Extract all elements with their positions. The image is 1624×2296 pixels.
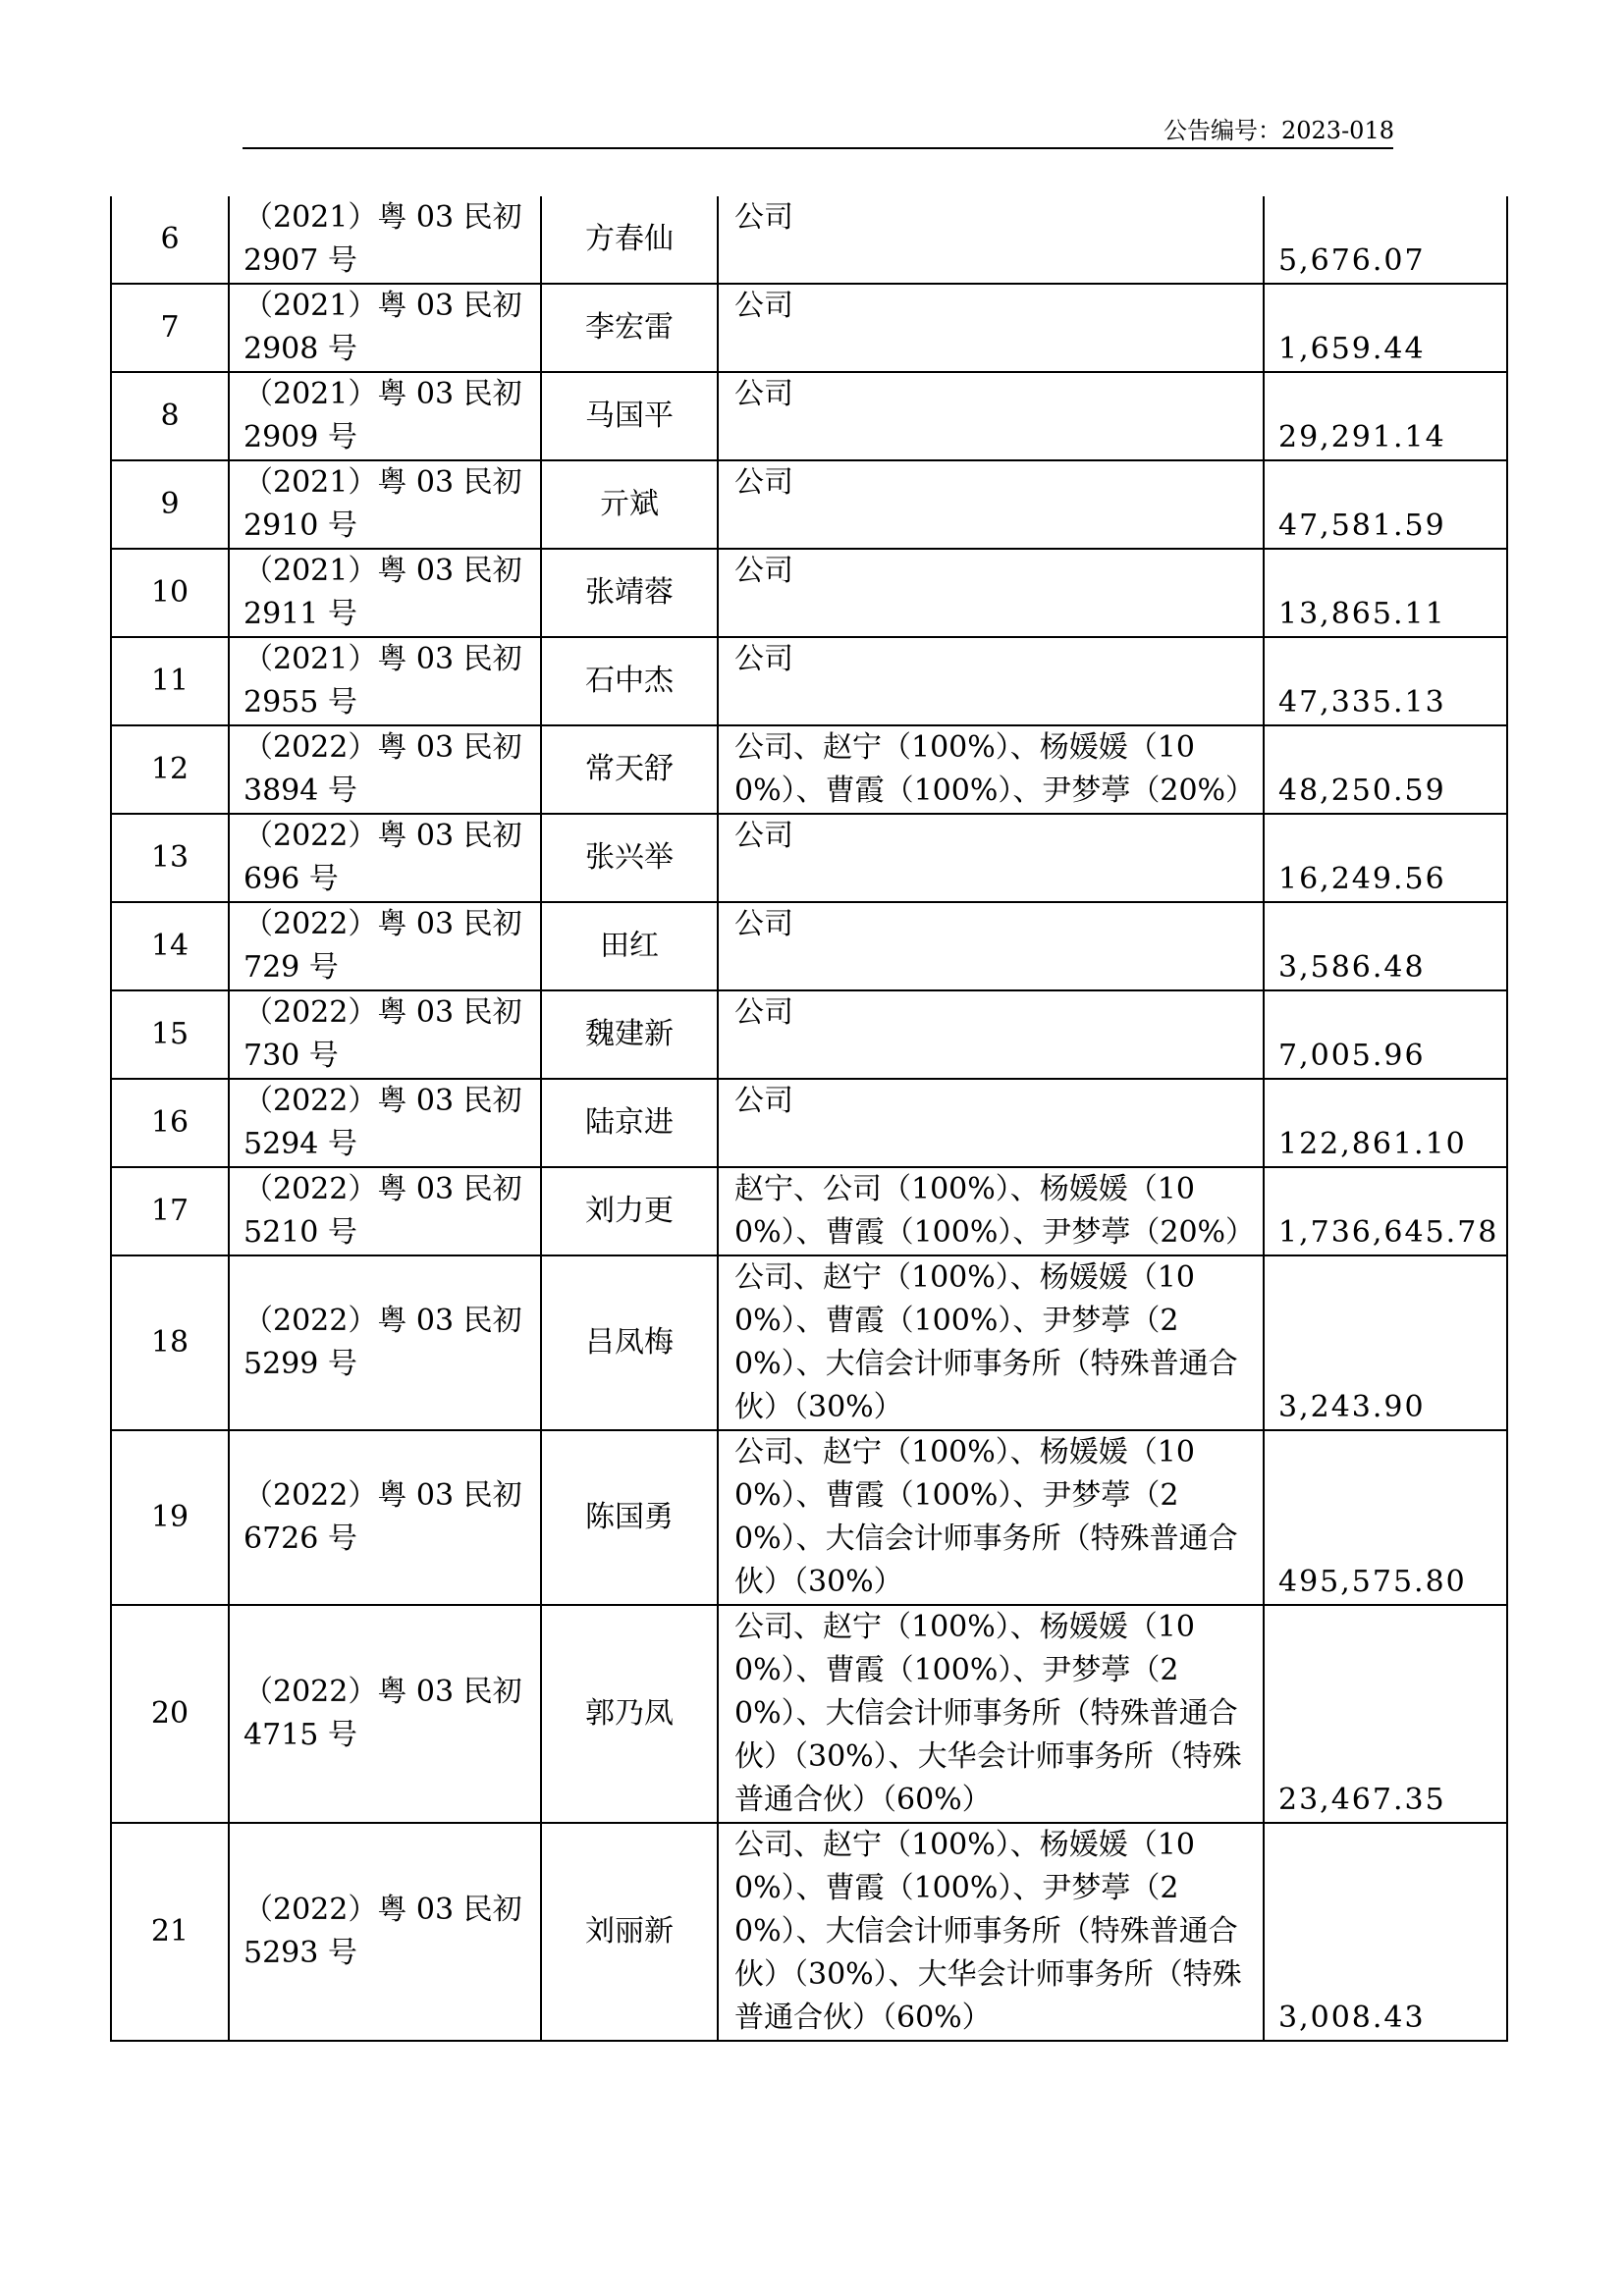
plaintiff-cell: 马国平 <box>541 372 718 460</box>
amount-cell: 29,291.14 <box>1264 372 1507 460</box>
case-number-cell: （2021）粤 03 民初 2910 号 <box>229 460 541 549</box>
row-number-cell: 14 <box>111 902 229 990</box>
plaintiff-cell: 郭乃凤 <box>541 1605 718 1823</box>
table-row <box>111 814 1507 902</box>
plaintiff-cell: 陆京进 <box>541 1079 718 1167</box>
row-number-cell: 13 <box>111 814 229 902</box>
case-number-cell: （2022）粤 03 民初 4715 号 <box>229 1605 541 1823</box>
case-number-cell: （2022）粤 03 民初 5299 号 <box>229 1255 541 1430</box>
plaintiff-cell: 刘力更 <box>541 1167 718 1255</box>
case-number-cell: （2022）粤 03 民初 3894 号 <box>229 725 541 814</box>
defendants-cell: 公司、赵宁（100%）、杨媛媛（100%）、曹霞（100%）、尹梦葶（20%）、大信会计师事务所（特殊普通合伙）（30%） <box>718 1430 1264 1605</box>
amount-cell: 5,676.07 <box>1264 196 1507 284</box>
amount-cell: 495,575.80 <box>1264 1430 1507 1605</box>
defendants-cell: 公司、赵宁（100%）、杨媛媛（100%）、曹霞（100%）、尹梦葶（20%）、大信会计师事务所（特殊普通合伙）（30%）、大华会计师事务所（特殊普通合伙）（60%） <box>718 1823 1264 2041</box>
defendants-cell: 公司、赵宁（100%）、杨媛媛（100%）、曹霞（100%）、尹梦葶（20%） <box>718 725 1264 814</box>
table-row <box>111 1430 1507 1605</box>
amount-cell: 23,467.35 <box>1264 1605 1507 1823</box>
plaintiff-cell: 张兴举 <box>541 814 718 902</box>
defendants-cell: 公司 <box>718 814 1264 902</box>
row-number-cell: 9 <box>111 460 229 549</box>
table-row <box>111 372 1507 460</box>
case-number-cell: （2022）粤 03 民初 5293 号 <box>229 1823 541 2041</box>
announcement-number: 公告编号：2023-018 <box>1164 117 1394 144</box>
table-row <box>111 1605 1507 1823</box>
case-number-cell: （2022）粤 03 民初 5210 号 <box>229 1167 541 1255</box>
row-number-cell: 8 <box>111 372 229 460</box>
amount-cell: 47,581.59 <box>1264 460 1507 549</box>
row-number-cell: 16 <box>111 1079 229 1167</box>
row-number-cell: 15 <box>111 990 229 1079</box>
case-number-cell: （2021）粤 03 民初 2907 号 <box>229 196 541 284</box>
defendants-cell: 公司 <box>718 990 1264 1079</box>
amount-cell: 122,861.10 <box>1264 1079 1507 1167</box>
amount-cell: 13,865.11 <box>1264 549 1507 637</box>
defendants-cell: 公司、赵宁（100%）、杨媛媛（100%）、曹霞（100%）、尹梦葶（20%）、大信会计师事务所（特殊普通合伙）（30%）、大华会计师事务所（特殊普通合伙）（60%） <box>718 1605 1264 1823</box>
plaintiff-cell: 刘丽新 <box>541 1823 718 2041</box>
defendants-cell: 公司 <box>718 549 1264 637</box>
defendants-cell: 公司 <box>718 902 1264 990</box>
row-number-cell: 21 <box>111 1823 229 2041</box>
row-number-cell: 19 <box>111 1430 229 1605</box>
amount-cell: 1,736,645.78 <box>1264 1167 1507 1255</box>
case-number-cell: （2021）粤 03 民初 2955 号 <box>229 637 541 725</box>
amount-cell: 48,250.59 <box>1264 725 1507 814</box>
amount-cell: 3,243.90 <box>1264 1255 1507 1430</box>
plaintiff-cell: 魏建新 <box>541 990 718 1079</box>
row-number-cell: 10 <box>111 549 229 637</box>
defendants-cell: 公司 <box>718 637 1264 725</box>
case-number-cell: （2022）粤 03 民初 730 号 <box>229 990 541 1079</box>
defendants-cell: 赵宁、公司（100%）、杨媛媛（100%）、曹霞（100%）、尹梦葶（20%） <box>718 1167 1264 1255</box>
row-number-cell: 12 <box>111 725 229 814</box>
defendants-cell: 公司 <box>718 372 1264 460</box>
header-divider <box>243 147 1393 149</box>
case-number-cell: （2021）粤 03 民初 2911 号 <box>229 549 541 637</box>
defendants-cell: 公司 <box>718 196 1264 284</box>
table-row <box>111 196 1507 284</box>
defendants-cell: 公司 <box>718 460 1264 549</box>
amount-cell: 16,249.56 <box>1264 814 1507 902</box>
defendants-cell: 公司、赵宁（100%）、杨媛媛（100%）、曹霞（100%）、尹梦葶（20%）、大信会计师事务所（特殊普通合伙）（30%） <box>718 1255 1264 1430</box>
table-body <box>111 196 1507 2041</box>
case-number-cell: （2022）粤 03 民初 729 号 <box>229 902 541 990</box>
row-number-cell: 6 <box>111 196 229 284</box>
table-row <box>111 1255 1507 1430</box>
row-number-cell: 18 <box>111 1255 229 1430</box>
plaintiff-cell: 张靖蓉 <box>541 549 718 637</box>
plaintiff-cell: 吕凤梅 <box>541 1255 718 1430</box>
case-number-cell: （2022）粤 03 民初 5294 号 <box>229 1079 541 1167</box>
table-row <box>111 549 1507 637</box>
amount-cell: 1,659.44 <box>1264 284 1507 372</box>
table-row <box>111 902 1507 990</box>
amount-cell: 3,008.43 <box>1264 1823 1507 2041</box>
table-row <box>111 1823 1507 2041</box>
row-number-cell: 11 <box>111 637 229 725</box>
litigation-table <box>110 196 1508 2042</box>
table-row <box>111 1079 1507 1167</box>
plaintiff-cell: 方春仙 <box>541 196 718 284</box>
table-row <box>111 990 1507 1079</box>
case-number-cell: （2021）粤 03 民初 2909 号 <box>229 372 541 460</box>
plaintiff-cell: 常天舒 <box>541 725 718 814</box>
defendants-cell: 公司 <box>718 284 1264 372</box>
plaintiff-cell: 田红 <box>541 902 718 990</box>
amount-cell: 47,335.13 <box>1264 637 1507 725</box>
plaintiff-cell: 石中杰 <box>541 637 718 725</box>
case-number-cell: （2022）粤 03 民初 6726 号 <box>229 1430 541 1605</box>
defendants-cell: 公司 <box>718 1079 1264 1167</box>
case-number-cell: （2021）粤 03 民初 2908 号 <box>229 284 541 372</box>
case-number-cell: （2022）粤 03 民初 696 号 <box>229 814 541 902</box>
plaintiff-cell: 陈国勇 <box>541 1430 718 1605</box>
table-row <box>111 1167 1507 1255</box>
row-number-cell: 7 <box>111 284 229 372</box>
row-number-cell: 20 <box>111 1605 229 1823</box>
amount-cell: 3,586.48 <box>1264 902 1507 990</box>
plaintiff-cell: 李宏雷 <box>541 284 718 372</box>
table-row <box>111 725 1507 814</box>
table-row <box>111 637 1507 725</box>
plaintiff-cell: 亓斌 <box>541 460 718 549</box>
row-number-cell: 17 <box>111 1167 229 1255</box>
table-row <box>111 284 1507 372</box>
amount-cell: 7,005.96 <box>1264 990 1507 1079</box>
table-row <box>111 460 1507 549</box>
